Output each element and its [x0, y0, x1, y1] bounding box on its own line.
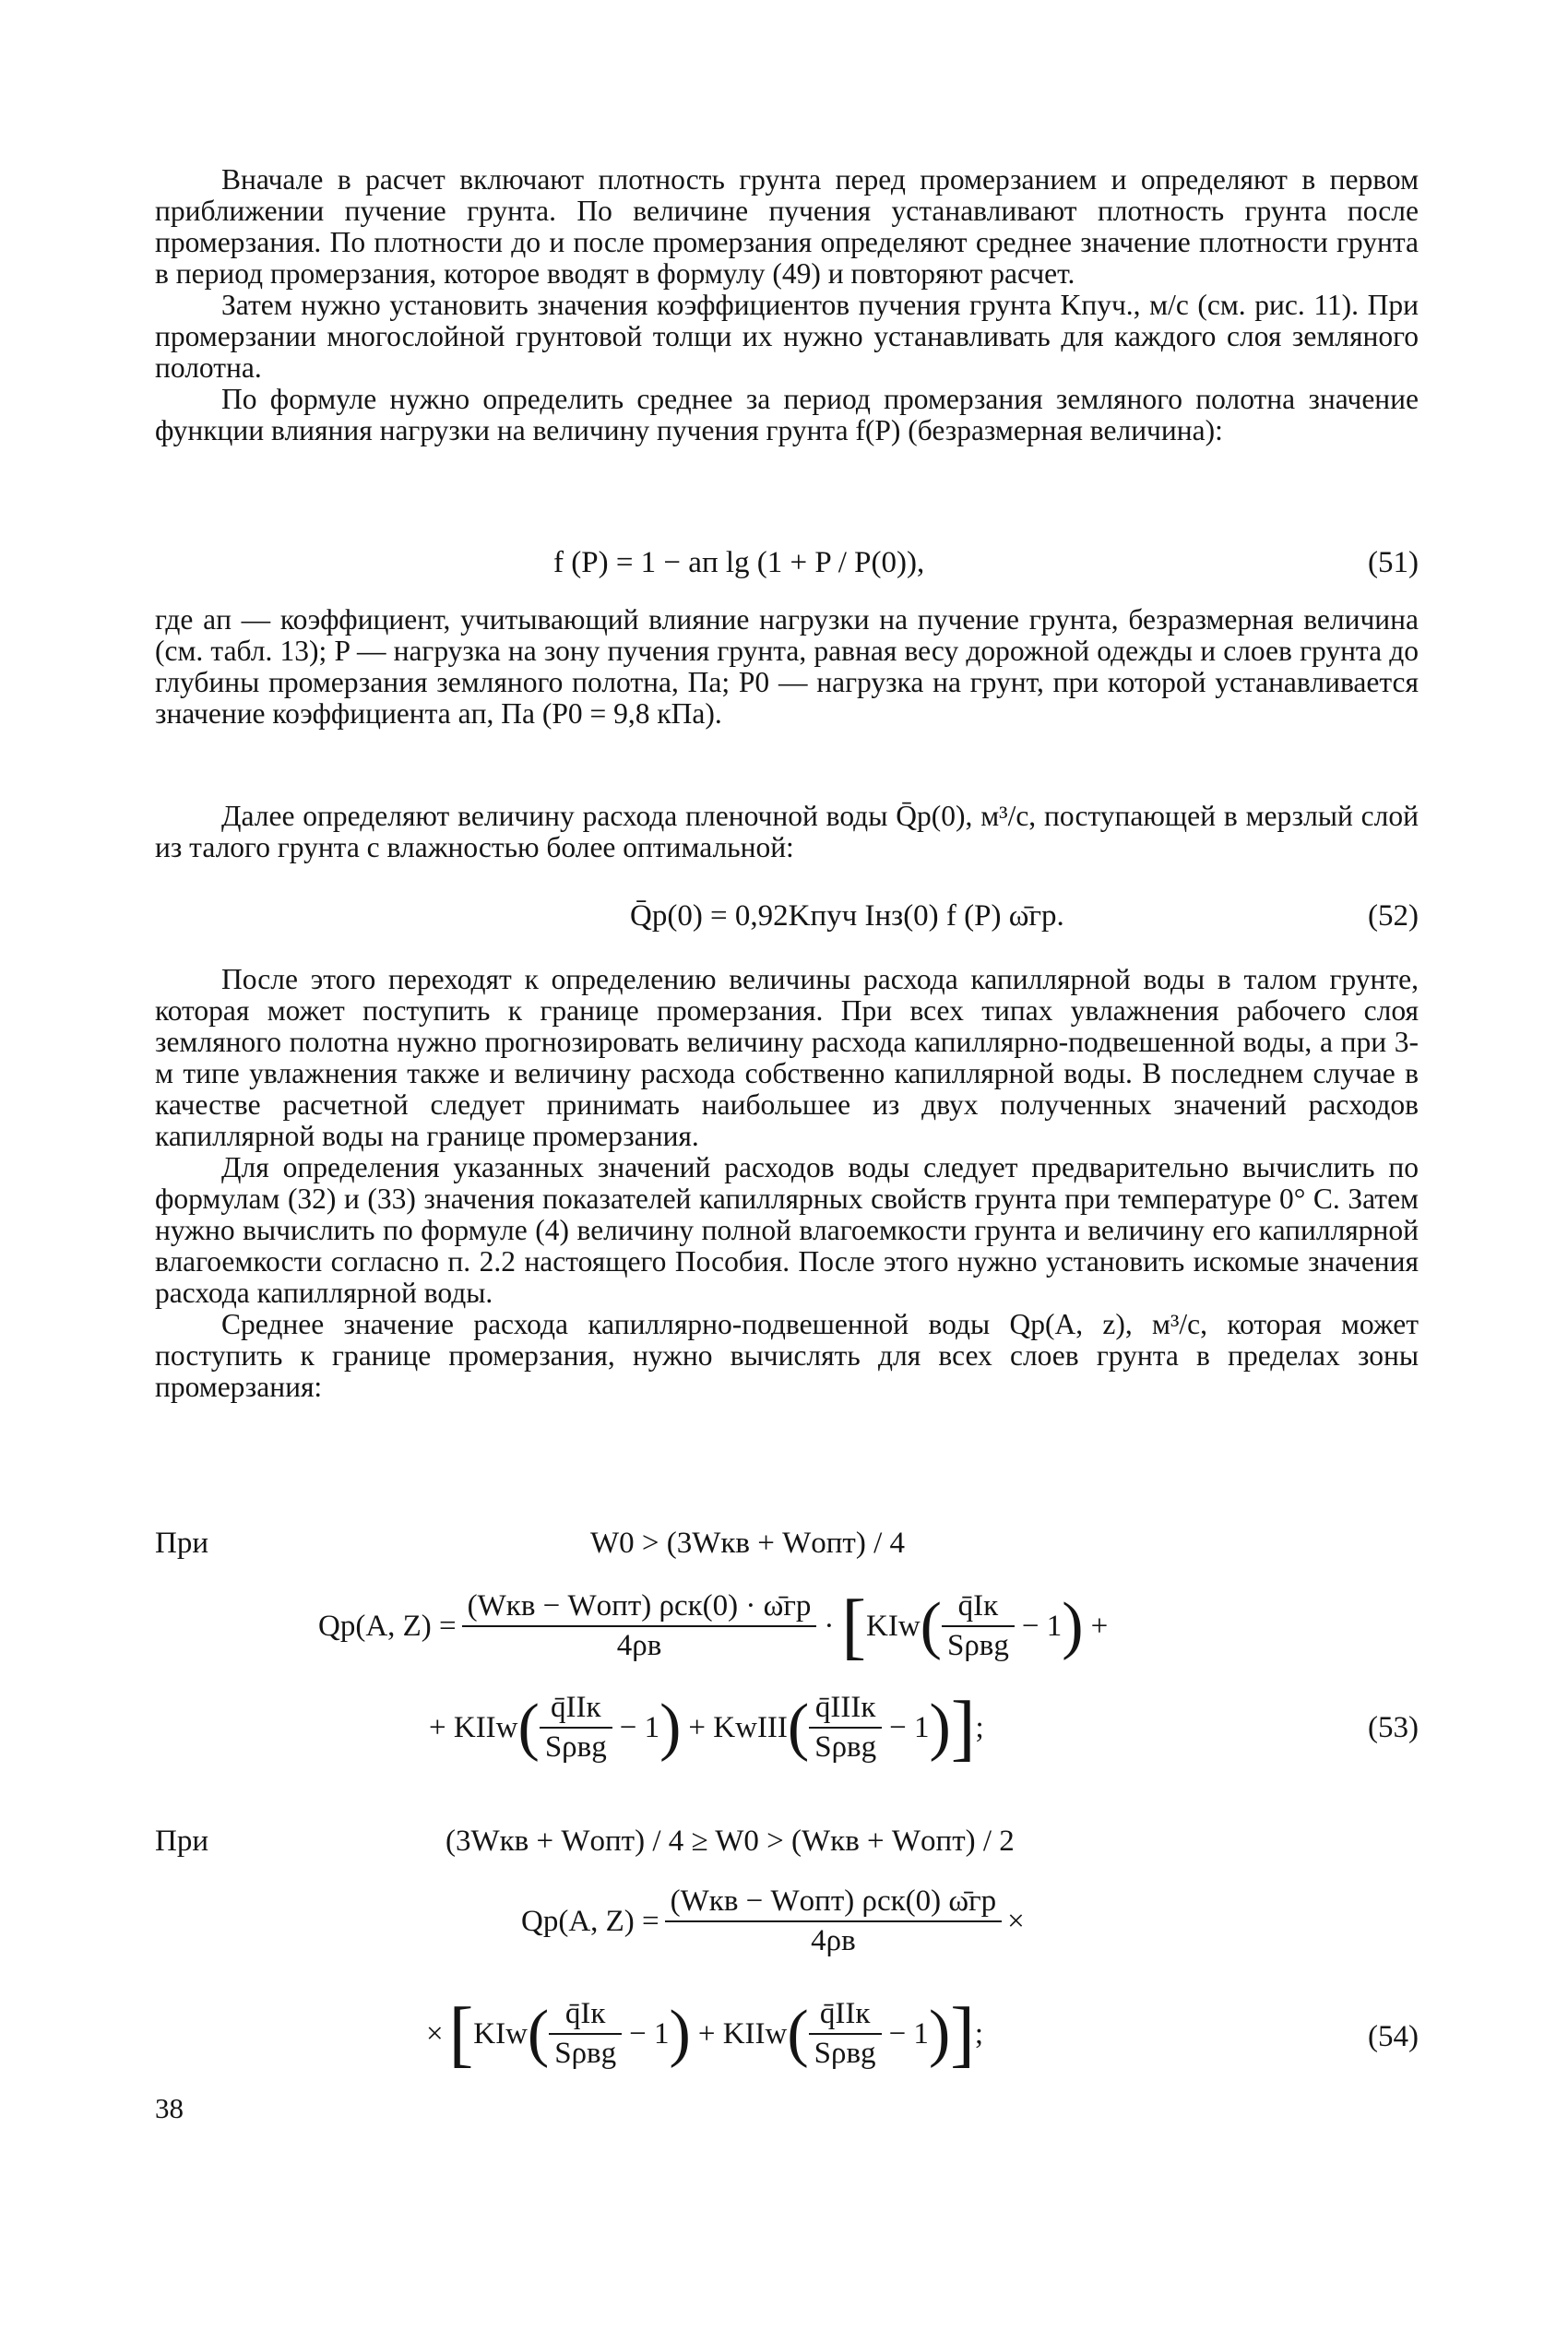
page-number: 38 [155, 2092, 184, 2124]
plus-sign: + [1090, 1609, 1109, 1643]
fraction [942, 1589, 1015, 1663]
paragraph: После этого переходят к определению величины расхода капиллярной воды в талом грунте, которая может поступить к границе промерзания. При всех типах увлажнения рабочего слоя земляного полотна нужно прогнозировать величину расхода капиллярно-подвешенной воды, а при 3-м типе увлажнения также и величину расхода собственно капиллярной воды. В последнем случае в качестве расчетной следует принимать наибольшее из двух полученных значений расходов капиллярной воды на границе промерзания. [155, 963, 1419, 1152]
fraction-numerator: q̄Iк [942, 1589, 1015, 1627]
fraction [809, 1691, 882, 1765]
paragraph: Среднее значение расхода капиллярно-подвешенной воды Qp(A, z), м³/с, которая может поступить к границе промерзания, нужно вычислять для всех слоев грунта в пределах зоны промерзания: [155, 1308, 1419, 1403]
term-coefficient: + KwIII [688, 1710, 788, 1744]
right-paren: ) [929, 1692, 951, 1763]
left-paren: ( [787, 1998, 809, 2069]
minus-one: − 1 [889, 1710, 930, 1744]
condition-2: (3Wкв + Wопт) / 4 ≥ W0 > (Wкв + Wопт) / 2 [445, 1825, 1015, 1858]
times-sign: × [1007, 1904, 1025, 1938]
equation-number-53: (53) [1368, 1711, 1419, 1744]
formula-51: f (P) = 1 − aп lg (1 + P / P(0)), [553, 546, 925, 579]
formula-53-line-2 [429, 1677, 984, 1778]
equation-number-54: (54) [1368, 2020, 1419, 2053]
formula-lhs: Qp(A, Z) = [318, 1609, 457, 1643]
equation-number-52: (52) [1368, 899, 1419, 933]
text-block-before-52 [155, 801, 1419, 863]
term-coefficient: + KIIw [697, 2016, 788, 2051]
right-paren: ) [1062, 1590, 1084, 1661]
term-coefficient: KIw [866, 1609, 921, 1643]
fraction-denominator: Sρвg [814, 1730, 877, 1764]
left-bracket: [ [448, 1993, 474, 2075]
minus-one: − 1 [619, 1710, 660, 1744]
formula-53-line-1: Qp(A, Z) = $\frac{\text{(Wкв − Wопт) ρск(0) · ω̄гр}}{4\rho в}$ · [ KIw ( $\frac{q̄Iк}{\text{Sρвg}}$ − 1 ) + [318, 1586, 1109, 1667]
minus-one: − 1 [1021, 1609, 1063, 1643]
fraction-denominator: 4ρв [811, 1924, 856, 1957]
fraction-denominator: Sρвg [544, 1730, 607, 1764]
formula-54-line-2 [426, 1983, 983, 2085]
minus-one: − 1 [888, 2016, 929, 2051]
case-label-2: При [155, 1825, 208, 1858]
paragraph: Вначале в расчет включают плотность грунта перед промерзанием и определяют в первом приближении пучение грунта. По величине пучения устанавливают плотность грунта после промерзания. По плотности до и после промерзания определяют среднее значение плотности грунта в период промерзания, которое вводят в формулу (49) и повторяют расчет. [155, 163, 1419, 290]
times-sign: × [426, 2016, 444, 2051]
fraction-numerator: q̄IIк [809, 1997, 882, 2035]
fraction-numerator: q̄Iк [549, 1997, 622, 2035]
right-paren: ) [659, 1692, 682, 1763]
term-coefficient: + KIIw [429, 1710, 518, 1744]
fraction-denominator: Sρвg [554, 2037, 617, 2070]
paragraph: где aп — коэффициент, учитывающий влияние нагрузки на пучение грунта, безразмерная величина (см. табл. 13); P — нагрузка на зону пучения грунта, равная весу дорожной одежды и слоев грунта до глубины промерзания земляного полотна, Па; P0 — нагрузка на грунт, при которой устанавливается значение коэффициента aп, Па (P0 = 9,8 кПа). [155, 603, 1419, 730]
right-paren: ) [669, 1998, 691, 2069]
fraction-numerator: q̄IIIк [809, 1691, 882, 1729]
condition-1: W0 > (3Wкв + Wопт) / 4 [590, 1527, 906, 1560]
text-block-middle [155, 964, 1419, 1403]
paragraph: Для определения указанных значений расходов воды следует предварительно вычислить по формулам (32) и (33) значения показателей капиллярных свойств грунта при температуре 0° С. Затем нужно вычислить по формуле (4) величину полной влагоемкости грунта и величину его капиллярной влагоемкости согласно п. 2.2 настоящего Пособия. После этого нужно установить искомые значения расхода капиллярной воды. [155, 1151, 1419, 1309]
paragraph: Затем нужно установить значения коэффициентов пучения грунта Kпуч., м/с (см. рис. 11). При промерзании многослойной грунтовой толщи их нужно устанавливать для каждого слоя земляного полотна. [155, 289, 1419, 384]
left-paren: ( [920, 1590, 942, 1661]
right-bracket: ] [950, 1993, 975, 2075]
fraction [540, 1691, 612, 1765]
minus-one: − 1 [629, 2016, 670, 2051]
right-bracket: ] [950, 1687, 976, 1768]
text-block-after-51 [155, 604, 1419, 730]
left-paren: ( [787, 1692, 810, 1763]
formula-end: ; [974, 2016, 984, 2051]
fraction-denominator: Sρвg [946, 1629, 1009, 1662]
case-label-1: При [155, 1527, 208, 1560]
paragraph: Далее определяют величину расхода пленочной воды Q̄p(0), м³/с, поступающей в мерзлый слой из талого грунта с влажностью более оптимальной: [155, 800, 1419, 863]
term-coefficient: KIw [473, 2016, 528, 2051]
fraction-numerator: (Wкв − Wопт) ρск(0) · ω̄гр [462, 1589, 817, 1627]
equation-number-51: (51) [1368, 546, 1419, 579]
text-block-top [155, 164, 1419, 446]
fraction [462, 1589, 817, 1663]
paragraph: По формуле нужно определить среднее за период промерзания земляного полотна значение функции влияния нагрузки на величину пучения грунта f(P) (безразмерная величина): [155, 383, 1419, 446]
fraction [665, 1884, 1002, 1958]
formula-54-line-1 [521, 1871, 1025, 1972]
left-paren: ( [517, 1692, 540, 1763]
formula-lhs: Qp(A, Z) = [521, 1904, 659, 1938]
fraction-numerator: (Wкв − Wопт) ρск(0) ω̄гр [665, 1884, 1002, 1922]
left-bracket: [ [841, 1586, 867, 1667]
fraction-denominator: 4ρв [616, 1629, 662, 1662]
fraction [549, 1997, 622, 2071]
formula-52: Q̄p(0) = 0,92Kпуч Iнз(0) f (P) ω̄гр. [630, 899, 1064, 933]
formula-end: ; [975, 1710, 984, 1744]
fraction-numerator: q̄IIк [540, 1691, 612, 1729]
fraction-denominator: Sρвg [814, 2037, 876, 2070]
right-paren: ) [928, 1998, 951, 2069]
left-paren: ( [527, 1998, 550, 2069]
fraction [809, 1997, 882, 2071]
